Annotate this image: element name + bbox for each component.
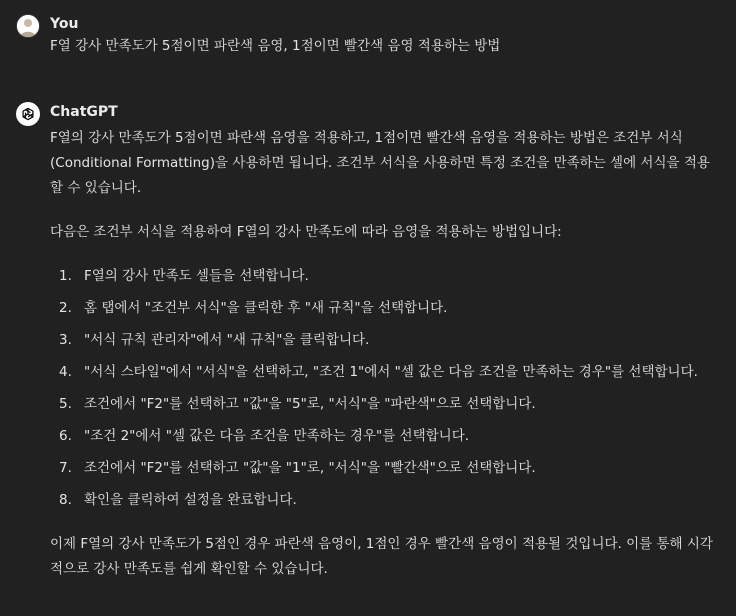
assistant-lead-paragraph: 다음은 조건부 서식을 적용하여 F열의 강사 만족도에 따라 음영을 적용하는 방법입니다: [50, 224, 562, 240]
step-number: 6. [59, 428, 72, 444]
list-item [50, 456, 715, 481]
list-item [50, 392, 715, 417]
step-number: 2. [59, 300, 72, 316]
step-number: 3. [59, 332, 72, 348]
user-message-text: F열 강사 만족도가 5점이면 파란색 음영, 1점이면 빨간색 음영 적용하는 방법 [50, 38, 501, 54]
step-text: 조건에서 "F2"를 선택하고 "값"을 "1"로, "서식"을 "빨간색"으로 선택합니다. [84, 460, 536, 476]
steps-list [50, 264, 715, 513]
list-item [50, 360, 715, 385]
step-text: 조건에서 "F2"를 선택하고 "값"을 "5"로, "서식"을 "파란색"으로 선택합니다. [84, 396, 536, 412]
list-item [50, 328, 715, 353]
step-text: 홈 탭에서 "조건부 서식"을 클릭한 후 "새 규칙"을 선택합니다. [84, 300, 448, 316]
list-item [50, 424, 715, 449]
step-text: "서식 규칙 관리자"에서 "새 규칙"을 클릭합니다. [84, 332, 370, 348]
step-text: "조건 2"에서 "셀 값은 다음 조건을 만족하는 경우"를 선택합니다. [84, 428, 470, 444]
step-number: 4. [59, 364, 72, 380]
list-item [50, 264, 715, 289]
step-number: 1. [59, 268, 72, 284]
user-avatar-icon [16, 14, 40, 38]
assistant-message-body [50, 126, 715, 582]
assistant-author-name: ChatGPT [50, 104, 118, 120]
step-number: 5. [59, 396, 72, 412]
step-text: "서식 스타일"에서 "서식"을 선택하고, "조건 1"에서 "셀 값은 다음 조건을 만족하는 경우"를 선택합니다. [84, 364, 698, 380]
step-number: 8. [59, 492, 72, 508]
list-item [50, 296, 715, 321]
list-item [50, 488, 715, 513]
assistant-intro-paragraph: F열의 강사 만족도가 5점이면 파란색 음영을 적용하고, 1점이면 빨간색 음영을 적용하는 방법은 조건부 서식(Conditional Formatting)을 사용하면 됩니다. 조건부 서식을 사용하면 특정 조건을 만족하는 셀에 서식을 적용할 수 있습니다. [50, 130, 710, 196]
user-author-name: You [50, 16, 79, 32]
step-number: 7. [59, 460, 72, 476]
step-text: 확인을 클릭하여 설정을 완료합니다. [84, 492, 297, 508]
openai-logo-icon [16, 102, 40, 126]
step-text: F열의 강사 만족도 셀들을 선택합니다. [84, 268, 309, 284]
assistant-conclusion-paragraph: 이제 F열의 강사 만족도가 5점인 경우 파란색 음영이, 1점인 경우 빨간색 음영이 적용될 것입니다. 이를 통해 시각적으로 강사 만족도를 쉽게 확인할 수 있습니다. [50, 536, 713, 577]
